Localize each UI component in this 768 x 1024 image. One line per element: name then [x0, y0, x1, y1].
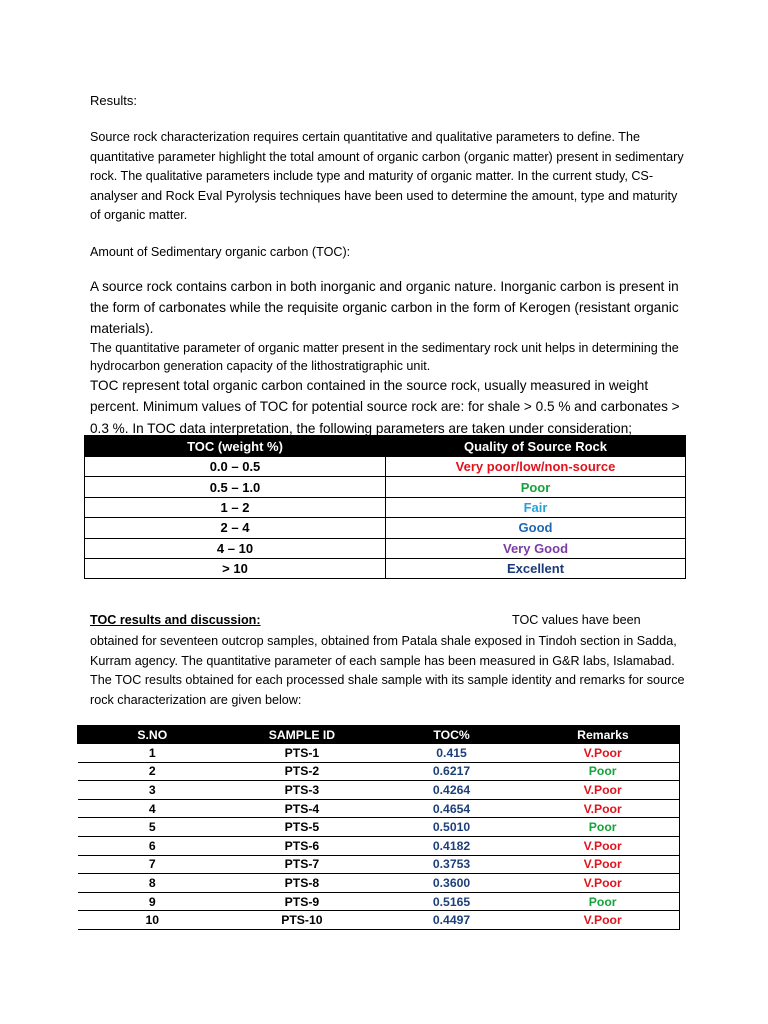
sample-id-cell: PTS-7 [227, 855, 377, 874]
toc-range: 0.0 – 0.5 [85, 457, 386, 477]
toc-paragraph-1b: The quantitative parameter of organic matter present in the sedimentary rock unit helps in determining the hydrocarbon generation capacity of the lithostratigraphic unit. [90, 341, 679, 374]
sample-id-cell: PTS-6 [227, 836, 377, 855]
sample-id-cell: PTS-5 [227, 818, 377, 837]
remark-cell: Poor [526, 762, 679, 781]
toc-cell: 0.415 [377, 744, 527, 763]
remark-cell: V.Poor [526, 874, 679, 893]
sno-cell: 8 [78, 874, 228, 893]
quality-label: Good [386, 518, 686, 538]
toc-cell: 0.4182 [377, 836, 527, 855]
sample-id-cell: PTS-1 [227, 744, 377, 763]
quality-label: Very poor/low/non-source [386, 457, 686, 477]
toc-range: 1 – 2 [85, 497, 386, 517]
quality-label: Very Good [386, 538, 686, 558]
sample-id-cell: PTS-3 [227, 781, 377, 800]
toc-weight-header: TOC (weight %) [85, 436, 386, 457]
remark-cell: Poor [526, 818, 679, 837]
document-body [90, 92, 690, 439]
toc-quality-table [84, 435, 686, 579]
toc-range: 2 – 4 [85, 518, 386, 538]
table-row [78, 855, 680, 874]
toc-paragraph-1a: A source rock contains carbon in both inorganic and organic nature. Inorganic carbon is present in the form of carbonates while the requisite organic carbon in the form of Kerogen (resistant organic materials). [90, 278, 679, 336]
discussion-paragraph: obtained for seventeen outcrop samples, obtained from Patala shale exposed in Tindoh section in Sadda, Kurram agency. The quantitative parameter of each sample has been measured in G&R labs, Islamabad. The TOC results obtained for each processed shale sample with its sample identity and remarks for source rock characterization are given below: [90, 634, 685, 707]
table-row [78, 874, 680, 893]
quality-label: Excellent [386, 558, 686, 578]
sno-cell: 10 [78, 911, 228, 930]
remark-cell: V.Poor [526, 855, 679, 874]
remark-cell: V.Poor [526, 911, 679, 930]
toc-range: > 10 [85, 558, 386, 578]
quality-label: Fair [386, 497, 686, 517]
toc-cell: 0.3600 [377, 874, 527, 893]
toc-quality-row [85, 538, 686, 558]
table-row [78, 744, 680, 763]
remark-cell: Poor [526, 892, 679, 911]
toc-quality-row [85, 457, 686, 477]
intro-paragraph: Source rock characterization requires certain quantitative and qualitative parameters to define. The quantitative parameter highlight the total amount of organic carbon (organic matter) present in sedimentary rock. The qualitative parameters include type and maturity of organic matter. In the current study, CS-analyser and Rock Eval Pyrolysis techniques have been used to determine the amount, type and maturity of organic matter. [90, 130, 684, 223]
sno-cell: 2 [78, 762, 228, 781]
sample-id-cell: PTS-8 [227, 874, 377, 893]
toc-percent-header: TOC% [377, 726, 527, 744]
toc-heading: Amount of Sedimentary organic carbon (TOC): [90, 244, 351, 259]
toc-cell: 0.5165 [377, 892, 527, 911]
remarks-header: Remarks [526, 726, 679, 744]
discussion-block [90, 611, 690, 710]
toc-cell: 0.4654 [377, 799, 527, 818]
remark-cell: V.Poor [526, 799, 679, 818]
toc-range: 4 – 10 [85, 538, 386, 558]
sno-cell: 1 [78, 744, 228, 763]
toc-cell: 0.5010 [377, 818, 527, 837]
results-heading: Results: [90, 93, 137, 108]
sno-cell: 4 [78, 799, 228, 818]
toc-quality-header-row [85, 436, 686, 457]
table-row [78, 762, 680, 781]
sample-id-cell: PTS-9 [227, 892, 377, 911]
toc-cell: 0.4497 [377, 911, 527, 930]
sno-cell: 7 [78, 855, 228, 874]
discussion-heading: TOC results and discussion: [90, 613, 261, 627]
toc-quality-row [85, 558, 686, 578]
table-row [78, 911, 680, 930]
toc-cell: 0.6217 [377, 762, 527, 781]
sample-id-cell: PTS-10 [227, 911, 377, 930]
discussion-first-line-tail: TOC values have been [512, 613, 641, 627]
toc-quality-row [85, 497, 686, 517]
sno-cell: 6 [78, 836, 228, 855]
remark-cell: V.Poor [526, 781, 679, 800]
quality-header: Quality of Source Rock [386, 436, 686, 457]
sample-id-cell: PTS-2 [227, 762, 377, 781]
results-header-row [78, 726, 680, 744]
table-row [78, 836, 680, 855]
sno-cell: 5 [78, 818, 228, 837]
toc-cell: 0.4264 [377, 781, 527, 800]
toc-quality-row [85, 477, 686, 497]
remark-cell: V.Poor [526, 836, 679, 855]
table-row [78, 818, 680, 837]
sno-cell: 3 [78, 781, 228, 800]
table-row [78, 781, 680, 800]
toc-results-table [77, 725, 680, 930]
sno-cell: 9 [78, 892, 228, 911]
toc-quality-row [85, 518, 686, 538]
sample-id-header: SAMPLE ID [227, 726, 377, 744]
table-row [78, 799, 680, 818]
toc-range: 0.5 – 1.0 [85, 477, 386, 497]
quality-label: Poor [386, 477, 686, 497]
toc-paragraph-2: TOC represent total organic carbon contained in the source rock, usually measured in weight percent. Minimum values of TOC for potential source rock are: for shale > 0.5 % and carbonates > 0.3 %. In TOC data interpretation, the following parameters are taken under consideration; [90, 378, 680, 436]
toc-cell: 0.3753 [377, 855, 527, 874]
table-row [78, 892, 680, 911]
sno-header: S.NO [78, 726, 228, 744]
sample-id-cell: PTS-4 [227, 799, 377, 818]
remark-cell: V.Poor [526, 744, 679, 763]
